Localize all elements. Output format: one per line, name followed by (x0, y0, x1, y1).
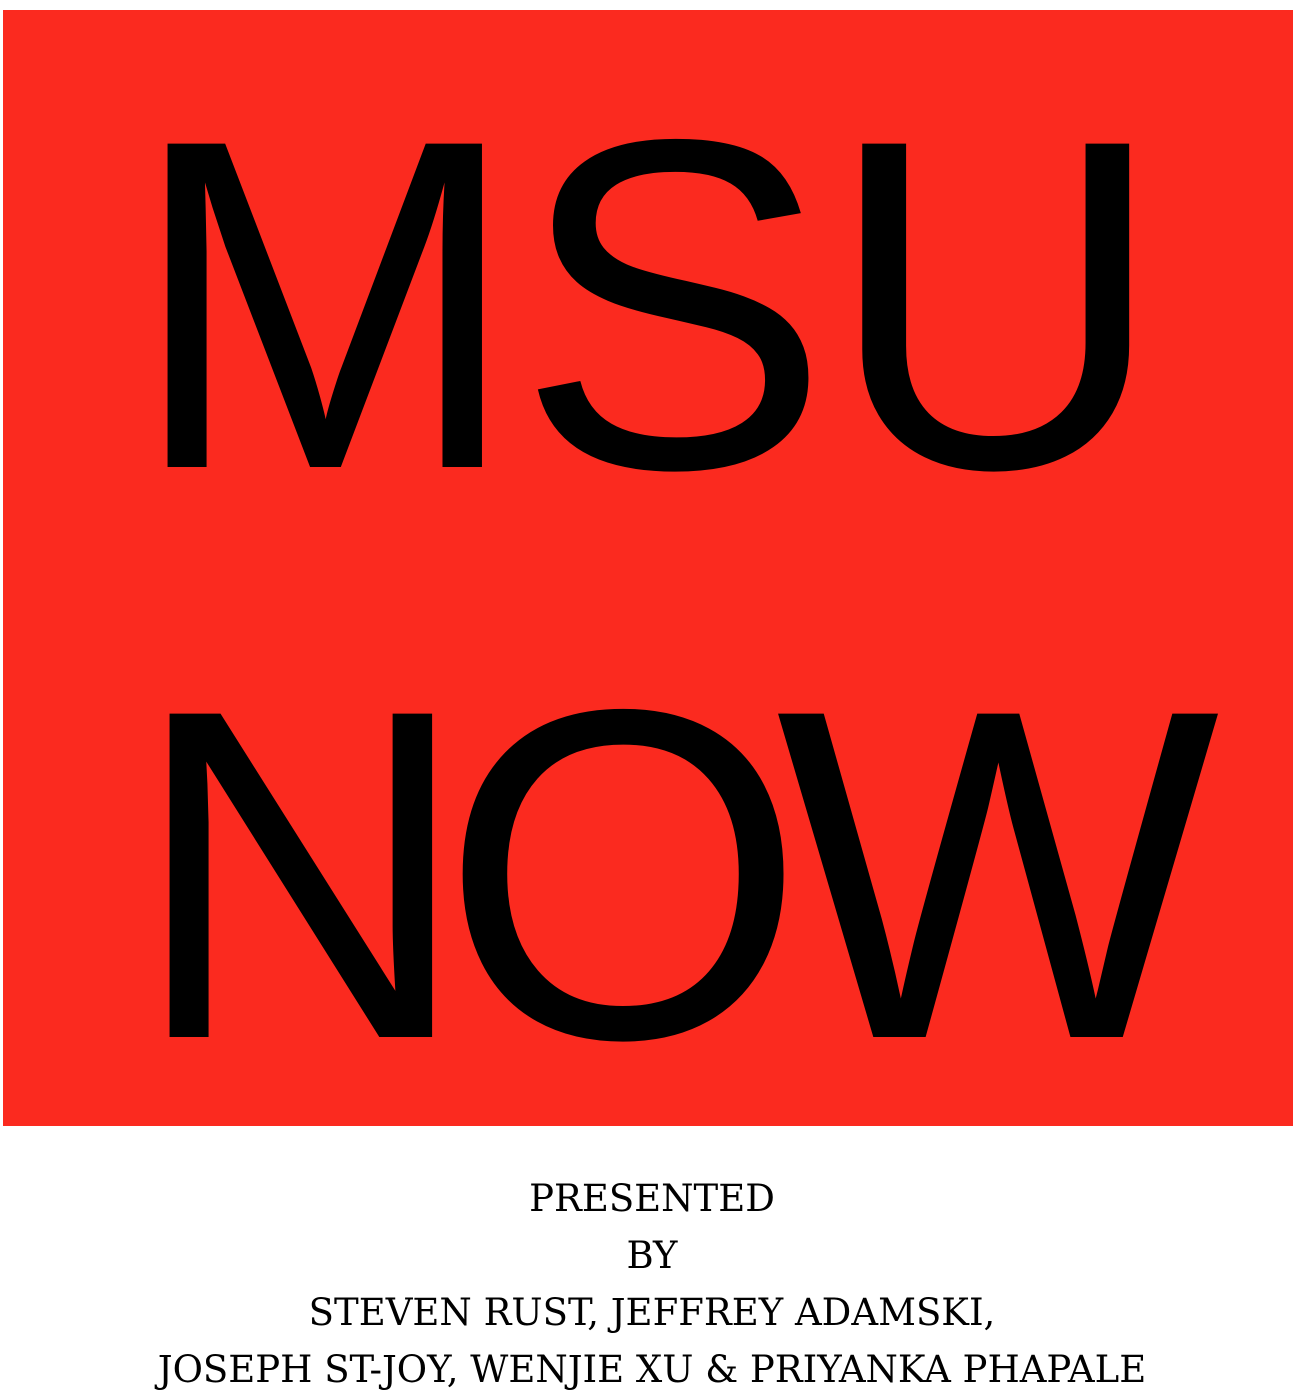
credits-block (0, 1170, 1304, 1398)
logo-text-now: NOW (131, 612, 1190, 1137)
presenters-line-2: JOSEPH ST-JOY, WENJIE XU & PRIYANKA PHAPALE (157, 1348, 1147, 1391)
by-label: BY (626, 1234, 678, 1277)
msu-now-logo (3, 10, 1293, 1137)
presenters-line-1: STEVEN RUST, JEFFREY ADAMSKI, (308, 1291, 996, 1334)
logo-text-msu: MSU (129, 42, 1162, 567)
presented-label: PRESENTED (529, 1177, 775, 1220)
